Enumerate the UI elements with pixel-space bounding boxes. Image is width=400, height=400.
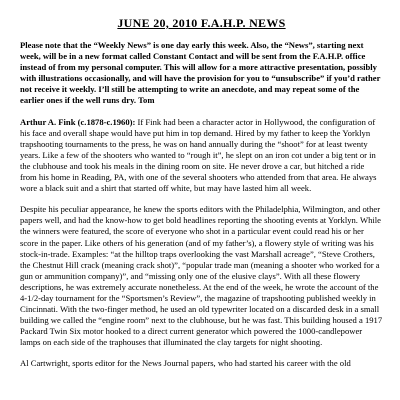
- paragraph-cartwright: Al Cartwright, sports editor for the News Journal papers, who had started his career with the old: [20, 358, 351, 369]
- document-page: [20, 16, 383, 380]
- paragraph-appearance: Despite his peculiar appearance, he knew the sports editors with the Philadelphia, Wilmington, and other papers well, and had the know-how to get bold headlines reporting the shooting events at Yorklyn. While the winners were featured, the score of everyone who shot in a particular event could read his or her score in the paper. Like others of his generation (and of my father’s), a flowery style of writing was his stock-in-trade. Examples: “at the hilltop traps overlooking the vast Marshall acreage”, “Steve Crothers, the Chestnut Hill crack (meaning crack shot)”, “popular trade man (meaning a shooter who worked for a gun or ammunition company)”, and “missing only one of the elusive clays”. With all these flowery descriptions, he was extremely accurate nonetheless. At the end of the week, he wrote the account of the 4-1/2-day tournament for the “Sportsmen’s Review”, the magazine of trapshooting published weekly in Cincinnati. With the two-finger method, he used an old typewriter located on a discarded desk in a small building we called the “engine room” next to the clubhouse, but he was fast. This building housed a 1917 Packard Twin Six motor hooked to a direct current generator which powered the 1000-candlepower lamps on each side of the traphouses that illuminated the clay targets for night shooting.: [20, 204, 383, 348]
- title-text: JUNE 20, 2010 F.A.H.P. NEWS: [117, 16, 286, 30]
- paragraph-fink-intro: [20, 117, 383, 195]
- notice-paragraph: Please note that the “Weekly News” is one day early this week. Also, the “News”, starting next week, will be in a new format called Constant Contact and will be sent from the F.A.H.P. office instead of from my personal computer. This will allow for a more attractive presentation, possibly with illustrations occasionally, and will have the provision for you to “unsubscribe” if you’d rather not receive it weekly. I’ll still be attempting to write an anecdote, and may repeat some of the earlier ones if the well runs dry. Tom: [20, 40, 381, 106]
- paragraph-lead-name: Arthur A. Fink (c.1878-c.1960):: [20, 116, 136, 127]
- paragraph-fink-body: If Fink had been a character actor in Hollywood, the configuration of his face and overall shape would have put him in top demand. Hired by my father to keep the Yorklyn trapshooting tournaments to the press, he was on hand annually during the “shoot” for at least twenty years. Like a few of the shooters who wanted to “rough it”, he slept on an iron cot under a big tent or in the clubhouse and took his meals in the dining room on site. He never drove a car, but hitched a ride from his home in Reading, PA, with one of the several shooters who attended from that area. He always wore a black suit and a shirt that started off white, but may have lasted him all week.: [20, 116, 377, 194]
- page-title: [20, 16, 383, 30]
